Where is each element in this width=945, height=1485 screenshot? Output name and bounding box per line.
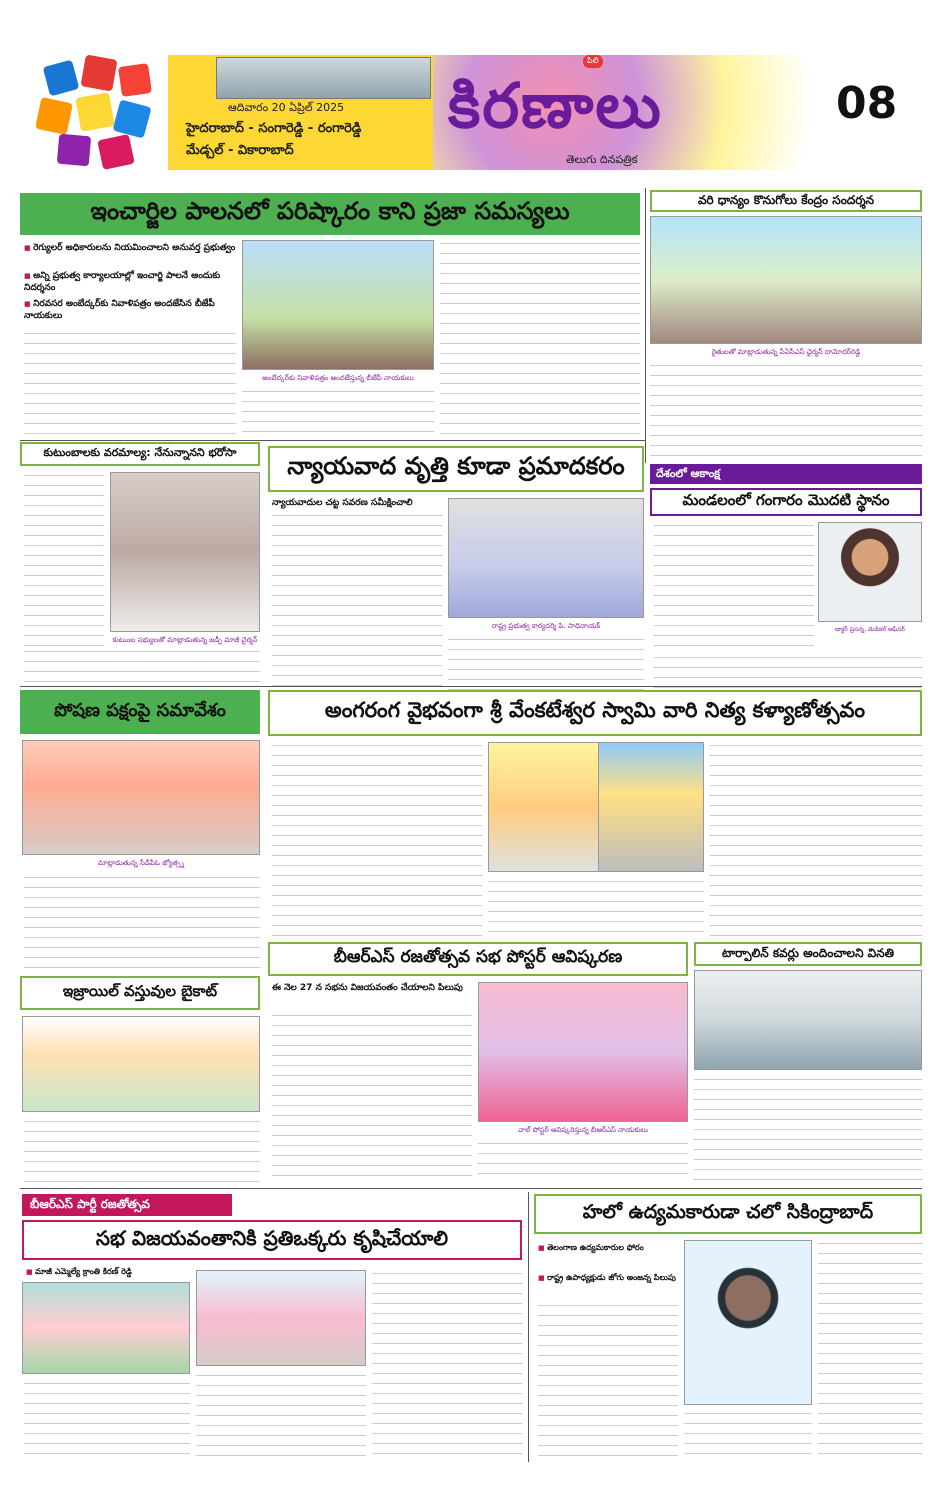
a9-body-text [272, 1012, 472, 1182]
a2-headline: వరి ధాన్యం కొనుగోలు కేంద్రం సందర్శన [650, 190, 922, 212]
a11-body-text-2 [196, 1372, 366, 1460]
social-media-cubes-image [28, 55, 168, 170]
a12-body-text [538, 1302, 678, 1460]
a11-body-text [24, 1380, 190, 1460]
a10-headline: ఇజ్రాయిల్ వస్తువుల బైకాట్ [20, 976, 260, 1010]
a7-headline: అంగరంగ వైభవంగా శ్రీ వేంకటేశ్వర స్వామి వారి నిత్య కళ్యాణోత్సవం [268, 690, 922, 736]
a1-bullet-1: ■ రెగ్యులర్ అధికారులను నియమించాలని అనువర్త ప్రభుత్వం [24, 242, 236, 254]
a3-body-text-2 [24, 648, 260, 688]
edition-date: ఆదివారం 20 ఏప్రిల్ 2025 [228, 101, 345, 114]
a1-photo [242, 240, 434, 370]
a11-headline: సభ విజయవంతానికి ప్రతిఒక్కరు కృషిచేయాలి [22, 1220, 522, 1260]
a12-bullet-2: ■ రాష్ట్ర ఉపాధ్యక్షుడు జోగు అంజన్న పిలుపు [538, 1272, 678, 1284]
paper-tagline: తెలుగు దినపత్రిక [566, 153, 638, 166]
a4-headline: న్యాయవాద వృత్తి కూడా ప్రమాదకరం [268, 446, 644, 492]
a12-headline: హలో ఉద్యమకారుడా చలో సికింద్రాబాద్ [534, 1194, 922, 1234]
row-rule [20, 440, 645, 441]
page-number: 08 [836, 78, 898, 129]
a5-photo [818, 522, 922, 622]
a7-body-text [272, 742, 482, 940]
a6-photo [22, 740, 260, 855]
a9-photo [478, 982, 688, 1122]
a3-photo-caption: కుటుంబ సభ్యులతో మాట్లాడుతున్న జడ్పీ మాజీ చైర్మన్ [112, 636, 258, 644]
a5-body-text-2 [654, 654, 922, 688]
a1-headline: ఇంచార్జిల పాలనలో పరిష్కారం కాని ప్రజా సమస్యలు [20, 193, 640, 235]
a8-body-text [694, 1076, 922, 1182]
column-rule [528, 1192, 529, 1462]
a6-photo-caption: మాట్లాడుతున్న సీడీపీఓ జ్యోత్స్న [97, 859, 185, 867]
a9-photo-caption: వాల్ పోస్టర్ ఆవిష్కరిస్తున్న బీఆర్ఎస్ నాయకులు [518, 1126, 648, 1134]
row-rule [20, 1188, 922, 1189]
a1-body-text-3 [440, 240, 640, 440]
a9-headline: బీఆర్ఎస్ రజతోత్సవ సభ పోస్టర్ ఆవిష్కరణ [268, 942, 688, 976]
a1-photo-caption: అంబేద్కర్‌కు నివాళిపత్రం అందజేస్తున్న బీజేపీ నాయకులు [262, 374, 414, 382]
a1-bullet-2: ■ అన్ని ప్రభుత్వ కార్యాలయాల్లో ఇంచార్జి పాలనే అందుకు నిదర్శనం [24, 270, 236, 294]
a11-photo-2 [196, 1270, 366, 1366]
column-rule [645, 188, 646, 463]
a5-headline: మండలంలో గంగారం మొదటి స్థానం [650, 488, 922, 516]
masthead [18, 55, 833, 170]
a12-bullet-1: ■ తెలంగాణ ఉద్యమకారుల ఫోరం [538, 1242, 678, 1254]
paper-name: కిరణాలు [448, 69, 663, 142]
a2-body-text [650, 362, 922, 458]
a1-bullet-3: ■ నిరవసర అంబేద్కర్‌కు నివాళిపత్రం అందజేసిన బీజేపీ నాయకులు [24, 298, 236, 322]
a12-body-text-2 [684, 1410, 812, 1460]
a7-photo-2 [598, 742, 704, 872]
a5-body-text [654, 522, 814, 652]
a8-photo [694, 970, 922, 1070]
a4-photo [448, 498, 644, 618]
a9-subhead: ఈ నెల 27 న సభను విజయవంతం చేయాలని పిలుపు [272, 983, 463, 993]
a6-headline: పోషణ పక్షంపై సమావేశం [20, 690, 260, 734]
a7-body-text-3 [710, 742, 922, 940]
a4-body-text-2 [448, 636, 644, 690]
a12-body-text-3 [818, 1240, 922, 1460]
a10-body-text [24, 1118, 260, 1182]
a4-photo-caption: రాష్ట్ర ప్రభుత్వ కార్యదర్శి పి. సాధినాయక్ [491, 622, 600, 630]
a11-kicker: బీఆర్ఎస్ పార్టీ రజతోత్సవ [22, 1194, 232, 1216]
a4-body-text [272, 512, 442, 692]
a3-headline: కుటుంబాలకు వరమాల్య: నేనున్నానని భరోసా [20, 442, 260, 466]
a6-body-text [24, 874, 260, 972]
row-rule [20, 686, 922, 687]
a2-photo-caption: రైతులతో మాట్లాడుతున్న పీఏసీఎస్ ఛైర్మన్ దామోదర్‌రెడ్డి [711, 348, 861, 356]
a3-photo [110, 472, 260, 632]
masthead-badge: పిలి [583, 55, 603, 68]
a9-body-text-2 [478, 1140, 688, 1182]
a4-subhead: న్యాయవాదుల చట్ట సవరణ సమీక్షించాలి [272, 498, 413, 508]
a5-photo-caption: డాక్టర్ ప్రసన్న, మెడికల్ ఆఫీసర్ [835, 626, 905, 633]
a12-photo [684, 1240, 812, 1405]
a1-body-text-2 [242, 388, 434, 438]
a8-headline: టార్పాలిన్ కవర్లు అందించాలని వినతి [694, 942, 922, 966]
edition-districts-line1: హైదరాబాద్ - సంగారెడ్డి - రంగారెడ్డి [186, 121, 362, 136]
edition-districts-line2: మేడ్చల్ - వికారాబాద్ [186, 143, 294, 158]
a1-body-text [24, 330, 236, 440]
a2-photo [650, 216, 922, 344]
a5-kicker: దేశంలో ఆకాంక్ష [650, 464, 922, 484]
a10-photo [22, 1016, 260, 1112]
a11-body-text-3 [372, 1270, 522, 1460]
a11-photo-1 [22, 1282, 190, 1374]
a7-body-text-2 [488, 878, 704, 940]
a11-byline: ■ మాజీ ఎమ్మెల్యే క్రాంతి కిరణ్ రెడ్డి [26, 1266, 206, 1278]
masthead-monuments-image [216, 57, 431, 99]
